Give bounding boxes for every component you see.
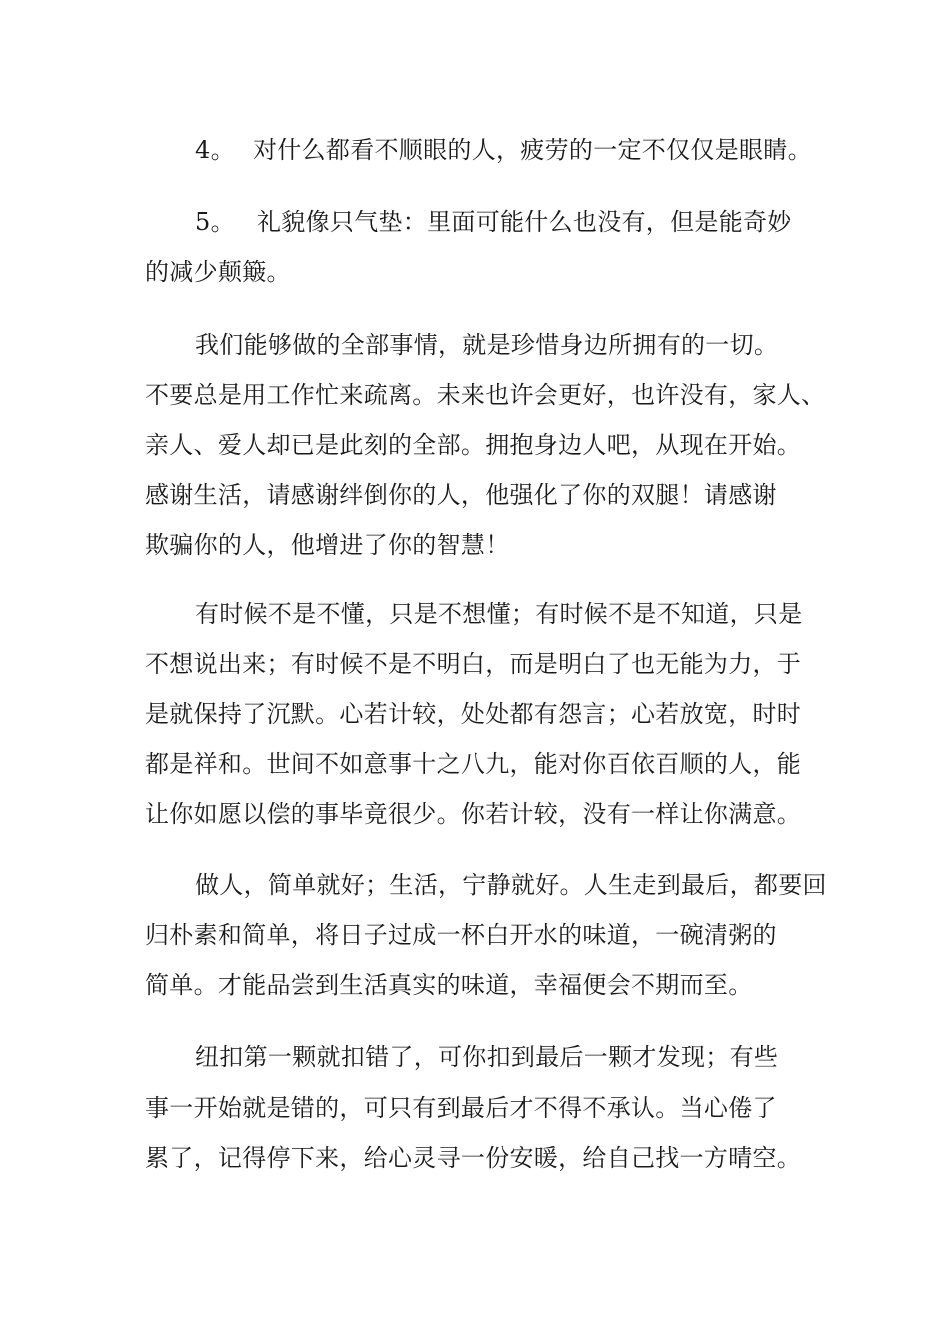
paragraph-line: 让你如愿以偿的事毕竟很少。你若计较，没有一样让你满意。	[145, 800, 802, 828]
paragraph-line: 简单。才能品尝到生活真实的味道，幸福便会不期而至。	[145, 971, 753, 999]
list-text: 对什么都看不顺眼的人，疲劳的一定不仅仅是眼睛。	[253, 136, 812, 164]
paragraph-line: 累了，记得停下来，给心灵寻一份安暖，给自己找一方晴空。	[145, 1144, 802, 1172]
paragraph-line: 感谢生活，请感谢绊倒你的人，他强化了你的双腿！请感谢	[145, 481, 777, 509]
paragraph-line: 纽扣第一颗就扣错了，可你扣到最后一颗才发现；有些	[195, 1043, 779, 1071]
paragraph-line: 亲人、爱人却已是此刻的全部。拥抱身边人吧，从现在开始。	[145, 431, 802, 459]
paragraph-line: 不要总是用工作忙来疏离。未来也许会更好，也许没有，家人、	[145, 381, 826, 409]
list-number: 5。	[195, 208, 235, 236]
paragraph-line: 欺骗你的人，他增进了你的智慧！	[145, 531, 510, 559]
paragraph-line: 事一开始就是错的，可只有到最后才不得不承认。当心倦了	[145, 1094, 777, 1122]
list-number: 4。	[195, 136, 235, 164]
list-item-4	[195, 133, 815, 167]
paragraph-line: 是就保持了沉默。心若计较，处处都有怨言；心若放宽，时时	[145, 700, 802, 728]
paragraph-line: 我们能够做的全部事情，就是珍惜身边所拥有的一切。	[195, 331, 779, 359]
paragraph-line: 不想说出来；有时候不是不明白，而是明白了也无能为力，于	[145, 650, 802, 678]
list-text: 礼貌像只气垫：里面可能什么也没有，但是能奇妙	[257, 208, 792, 236]
list-item-5	[195, 205, 815, 239]
paragraph-line: 做人，简单就好；生活，宁静就好。人生走到最后，都要回	[195, 871, 827, 899]
paragraph-line: 都是祥和。世间不如意事十之八九，能对你百依百顺的人，能	[145, 750, 802, 778]
paragraph-line: 归朴素和简单，将日子过成一杯白开水的味道，一碗清粥的	[145, 921, 777, 949]
list-item-5-continuation: 的减少颠簸。	[145, 258, 291, 286]
paragraph-line: 有时候不是不懂，只是不想懂；有时候不是不知道，只是	[195, 600, 803, 628]
